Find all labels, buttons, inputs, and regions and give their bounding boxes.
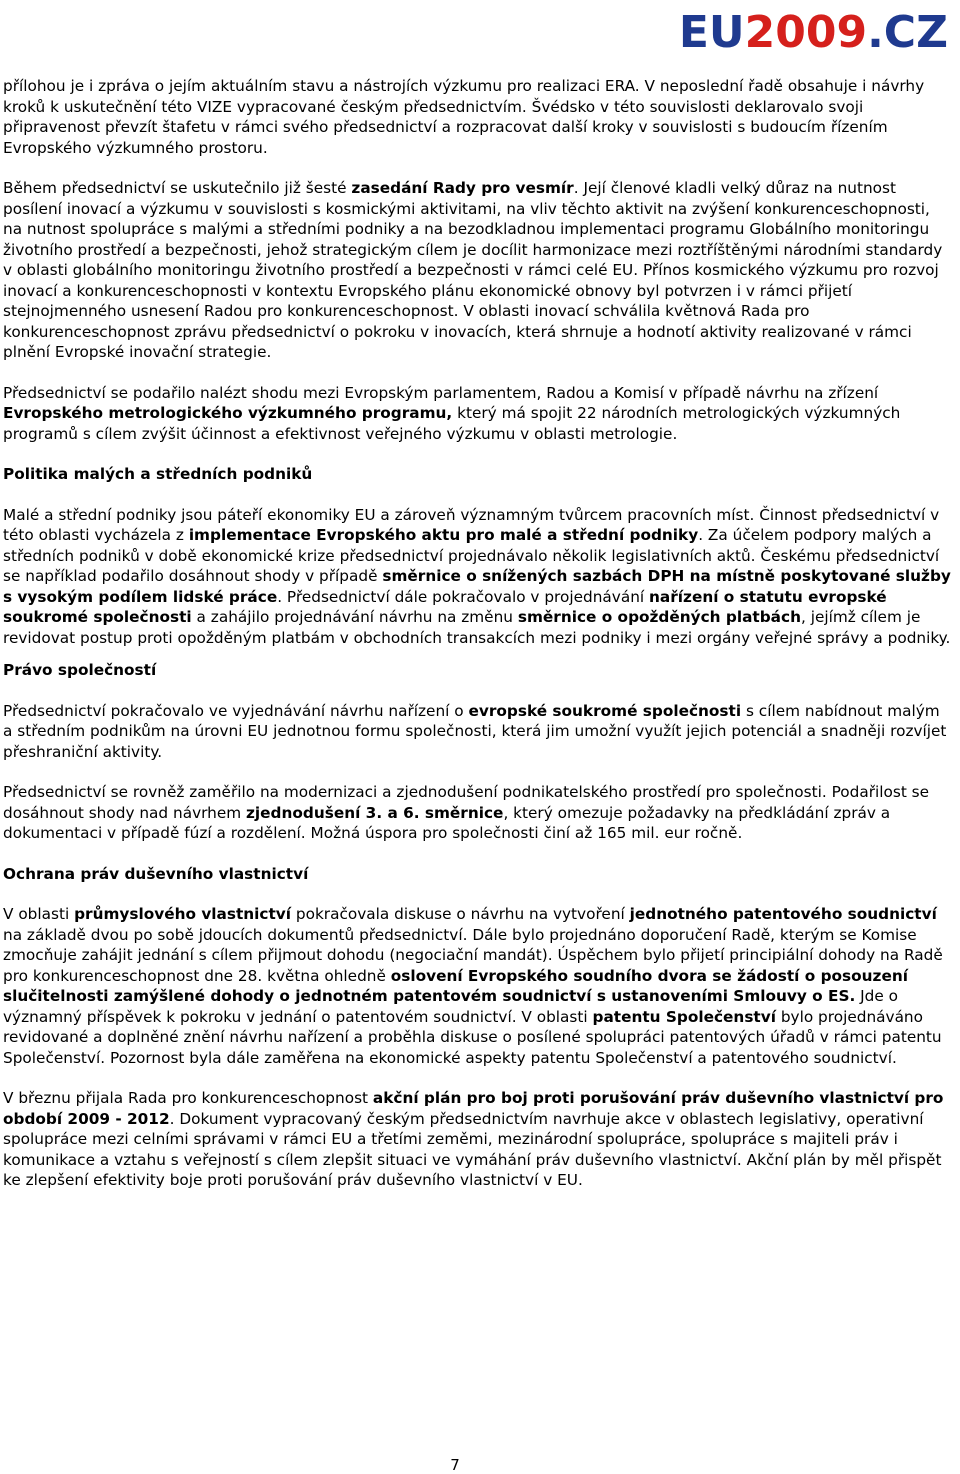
logo-text-year: 2009	[744, 7, 868, 58]
paragraph-sme: Malé a střední podniky jsou páteří ekonomiky EU a zároveň významným tvůrcem pracovních míst. Činnost předsednictví v této oblasti vycházela z implementace Evropského aktu pro malé a střední podniky. Za účelem podpory malých a středních podniků v době ekonomické krize předsednictví projednávalo několik legislativních aktů. Českému předsednictví se například podařilo dosáhnout shody v případě směrnice o snížených sazbách DPH na místně poskytované služby s vysokým podílem lidské práce. Předsednictví dále pokračovalo v projednávání nařízení o statutu evropské soukromé společnosti a zahájilo projednávání návrhu na změnu směrnice o opožděných platbách, jejímž cílem je revidovat postup proti opožděným platbám v obchodních transakcích mezi podniky i mezi orgány veřejné správy a podniky.	[3, 505, 951, 647]
logo-text-eu: EU	[678, 7, 745, 58]
heading-ip-protection: Ochrana práv duševního vlastnictví	[3, 864, 309, 883]
paragraph-private-company: Předsednictví pokračovalo ve vyjednávání návrhu nařízení o evropské soukromé společnosti s cílem nabídnout malým a středním podnikům na úrovni EU jednotnou formu společnosti, která jim umožní využít jejich potenciál a snadněji rozvíjet přeshraniční aktivity.	[3, 701, 947, 761]
logo-text-domain: .CZ	[867, 7, 948, 58]
paragraph-action-plan: V březnu přijala Rada pro konkurenceschopnost akční plán pro boj proti porušování práv duševního vlastnictví pro období 2009 - 2012. Dokument vypracovaný českým předsednictvím navrhuje akce v oblastech legislativy, operativní spolupráce mezi celními správami v rámci EU a třetími zeměmi, mezinárodní spolupráce, spolupráce s majiteli práv i komunikace a vztahu s veřejností s cílem zlepšit situaci ve vymáhání práv duševního vlastnictví. Akční plán by měl přispět ke zlepšení efektivity boje proti porušování práv duševního vlastnictví v EU.	[3, 1089, 944, 1189]
paragraph-patents: V oblasti průmyslového vlastnictví pokračovala diskuse o návrhu na vytvoření jednotného patentového soudnictví na základě dvou po sobě jdoucích dokumentů předsednictví. Dále bylo projednáno doporučení Radě, kterým se Komise zmocňuje zahájit jednání s cílem přijmout dohodu (negociační mandát). Úspěchem bylo přijetí principiální dohody na Radě pro konkurenceschopnost dne 28. května ohledně oslovení Evropského soudního dvora se žádostí o posouzení slučitelnosti zamýšlené dohody o jednotném patentovém soudnictví s ustanoveními Smlouvy o ES. Jde o významný příspěvek k pokroku v jednání o patentovém soudnictví. V oblasti patentu Společenství bylo projednáváno revidované a doplněné znění návrhu nařízení a proběhla diskuse o posílené spolupráci patentových úřadů v rámci patentu Společenství. Pozornost byla dále zaměřena na ekonomické aspekty patentu Společenství a patentového soudnictví.	[3, 905, 943, 1067]
paragraph-metrology: Předsednictví se podařilo nalézt shodu mezi Evropským parlamentem, Radou a Komisí v případě návrhu na zřízení Evropského metrologického výzkumného programu, který má spojit 22 národních metrologických výzkumných programů s cílem zvýšit účinnost a efektivnost veřejného výzkumu v oblasti metrologie.	[3, 383, 901, 443]
paragraph-simplification: Předsednictví se rovněž zaměřilo na modernizaci a zjednodušení podnikatelského prostředí pro společnosti. Podařilost se dosáhnout shody nad návrhem zjednodušení 3. a 6. směrnice, který omezuje požadavky na předkládání zpráv a dokumentaci v případě fúzí a rozdělení. Možná úspora pro společnosti činí až 165 mil. eur ročně.	[3, 783, 930, 842]
page-number: 7	[450, 1456, 460, 1474]
document-body	[3, 76, 953, 1211]
heading-company-law: Právo společností	[3, 661, 157, 679]
eu2009-logo	[679, 6, 948, 60]
paragraph-era: přílohou je i zpráva o jejím aktuálním stavu a nástrojích výzkumu pro realizaci ERA. V neposlední řadě obsahuje i návrhy kroků k uskutečnění této VIZE vypracované českým předsednictvím. Švédsko v této souvislosti deklarovalo svoji připravenost převzít štafetu v rámci svého předsednictví a rozpracovat další kroky v souvislosti s budoucím řízením Evropského výzkumného prostoru.	[3, 77, 925, 157]
heading-sme-policy: Politika malých a středních podniků	[3, 465, 313, 483]
paragraph-space-council: Během předsednictví se uskutečnilo již šesté zasedání Rady pro vesmír. Její členové kladli velký důraz na nutnost posílení inovací a výzkumu v souvislosti s kosmickými aktivitami, na vliv těchto aktivit na zvýšení konkurenceschopnosti, na nutnost spolupráce s malými a středními podniky a na bezodkladnou implementaci programu Globálního monitoringu životního prostředí a bezpečnosti, jehož strategickým cílem je docílit harmonizace mezi roztříštěnými národními standardy v oblasti globálního monitoringu životního prostředí a bezpečnosti v rámci celé EU. Přínos kosmického výzkumu pro rozvoj inovací a konkurenceschopnosti v kontextu Evropského plánu ekonomické obnovy byl potvrzen i v rámci přijetí stejnojmenného usnesení Radou pro konkurenceschopnost. V oblasti inovací schválila květnová Rada pro konkurenceschopnost zprávu předsednictví o pokroku v inovacích, která shrnuje a hodnotí aktivity realizované v rámci plnění Evropské inovační strategie.	[3, 179, 943, 361]
